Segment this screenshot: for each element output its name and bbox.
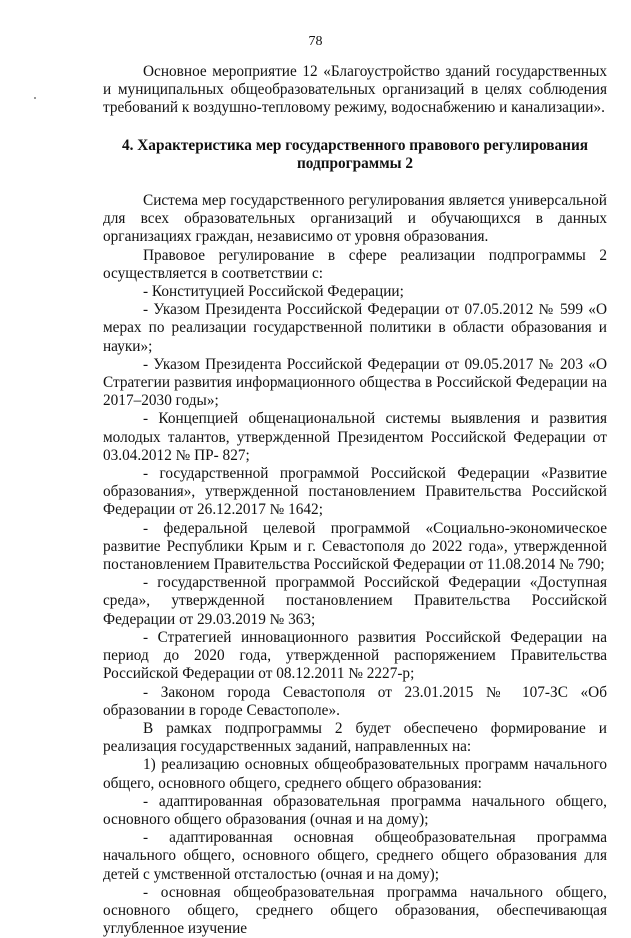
paragraph-legal-basis: Правовое регулирование в сфере реализации подпрограммы 2 осуществляется в соответствии с: [103,246,607,282]
list-item-talent-concept: - Концепцией общенациональной системы выявления и развития молодых талантов, утвержденной Президентом Российской Федерации от 03.04.2012 № ПР- 827; [103,410,607,464]
page-number: 78 [308,34,323,49]
section-heading [103,137,607,173]
list-item-innovation-strategy: - Стратегией инновационного развития Российской Федерации на период до 2020 года, утвержденной распоряжением Правительства Российской Федерации от 08.12.2011 № 2227-р; [103,628,607,683]
list-item-education-program: - государственной программой Российской Федерации «Развитие образования», утвержденной постановлением Правительства Российской Федерации от 26.12.2017 № 1642; [103,465,607,519]
list-item-sevastopol-law: - Законом города Севастополя от 23.01.2015 № 107-ЗС «Об образовании в городе Севастополе». [103,683,607,719]
page-content [103,63,607,938]
list-item-federal-target-program: - федеральной целевой программой «Социально-экономическое развитие Республики Крым и г. Севастополя до 2022 года», утвержденной постановлением Правительства Российской Федерации от 11.08.2014 № 790; [103,519,607,574]
paragraph-regulation-system: Система мер государственного регулирования является универсальной для всех образовательных организаций и обучающихся в данных организациях граждан, независимо от уровня образования. [103,192,607,246]
list-item-adapted-program: - адаптированная образовательная программа начального общего, основного общего образования (очная и на дому); [103,792,607,828]
list-item-advanced-program: - основная общеобразовательная программа начального общего, основного общего, среднего общего образования, обеспечивающая углубленное изучение [103,883,607,938]
section-heading-line-1: 4. Характеристика мер государственного правового регулирования [121,136,589,154]
list-item-constitution: - Конституцией Российской Федерации; [143,283,404,301]
list-item-accessible-environment: - государственной программой Российской Федерации «Доступная среда», утвержденной постановлением Правительства Российской Федерации от 29.03.2019 № 363; [103,574,607,628]
list-item-adapted-basic-program: - адаптированная основная общеобразовательная программа начального общего, основного общего, среднего общего образования для детей с умственной отсталостью (очная и на дому); [103,829,607,883]
paragraph-measure-12: Основное мероприятие 12 «Благоустройство зданий государственных и муниципальных общеобразовательных организаций в целях соблюдения требований к воздушно-тепловому режиму, водоснабжению и канализации». [103,63,607,117]
list-item-general-programs: 1) реализацию основных общеобразовательных программ начального общего, основного общего, среднего общего образования: [103,756,607,792]
scan-speck [34,97,36,99]
list-item-decree-599: - Указом Президента Российской Федерации от 07.05.2012 № 599 «О мерах по реализации государственной политики в области образования и науки»; [103,301,607,355]
paragraph-state-tasks: В рамках подпрограммы 2 будет обеспечено формирование и реализация государственных заданий, направленных на: [103,719,607,756]
list-item-decree-203: - Указом Президента Российской Федерации от 09.05.2017 № 203 «О Стратегии развития информационного общества в Российской Федерации на 2017–2030 годы»; [103,355,607,410]
section-heading-line-2: подпрограммы 2 [296,154,414,172]
